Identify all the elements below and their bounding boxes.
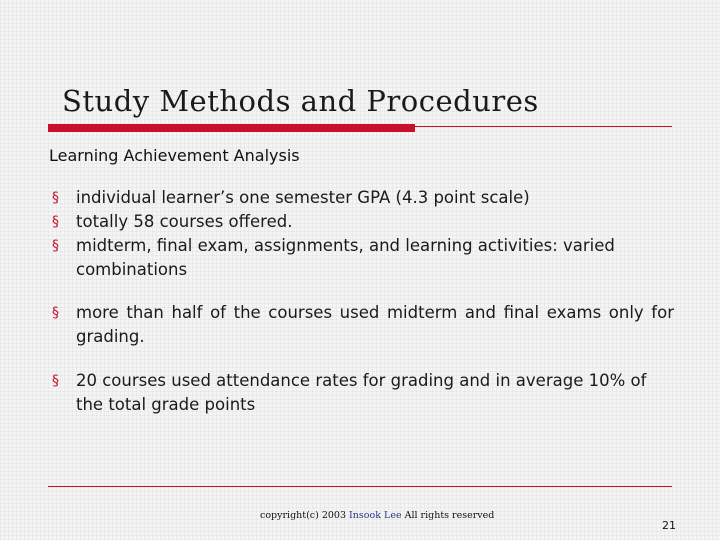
page-number: 21 <box>662 519 676 532</box>
list-item-text: midterm, final exam, assignments, and learning activities: varied combinations <box>76 236 615 279</box>
slide-subtitle: Learning Achievement Analysis <box>49 146 300 165</box>
bullet-icon: § <box>52 305 59 321</box>
bullet-icon: § <box>52 238 59 254</box>
title-underline-thick <box>48 124 415 132</box>
list-item <box>52 301 674 349</box>
copyright-prefix: copyright(c) 2003 <box>260 510 350 521</box>
list-item-text: more than half of the courses used midterm and final exams only for grading. <box>76 303 674 346</box>
list-item <box>52 186 674 210</box>
title-underline-thin <box>415 126 672 127</box>
list-item-text: 20 courses used attendance rates for grading and in average 10% of the total grade points <box>76 371 647 414</box>
bullet-icon: § <box>52 373 59 389</box>
slide-title: Study Methods and Procedures <box>62 84 539 118</box>
bullet-list-2 <box>52 301 674 349</box>
list-item <box>52 369 674 417</box>
bullet-icon: § <box>52 190 59 206</box>
footer-divider <box>48 486 672 487</box>
copyright-author: Insook Lee <box>349 510 402 521</box>
list-item-text: totally 58 courses offered. <box>76 212 293 231</box>
copyright-suffix: All rights reserved <box>401 510 495 521</box>
copyright-notice <box>260 510 494 521</box>
list-item <box>52 210 674 234</box>
bullet-list-3 <box>52 369 674 417</box>
bullet-list-1 <box>52 186 674 282</box>
list-item <box>52 234 674 282</box>
list-item-text: individual learner’s one semester GPA (4.3 point scale) <box>76 188 530 207</box>
bullet-icon: § <box>52 214 59 230</box>
